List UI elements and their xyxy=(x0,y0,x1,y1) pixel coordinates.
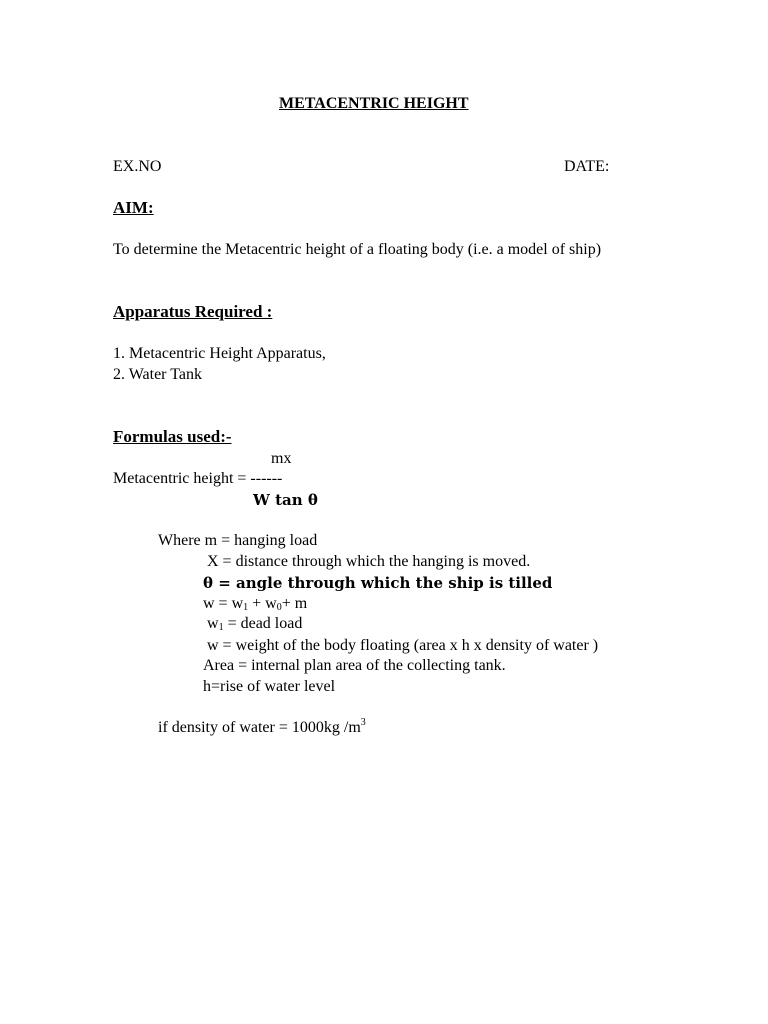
where-h: h=rise of water level xyxy=(203,678,336,695)
aim-text: To determine the Metacentric height of a floating body (i.e. a model of ship) xyxy=(113,241,602,258)
w1-part: w xyxy=(207,615,219,632)
formula-denominator: W tan θ xyxy=(253,491,318,509)
w-total-part: w = w xyxy=(203,595,244,612)
formula-lhs: Metacentric height = ------ xyxy=(113,470,283,487)
density-text: if density of water = 1000kg /m xyxy=(158,719,361,736)
where-theta: θ = angle through which the ship is tilled xyxy=(203,574,553,592)
w-total-part: + w xyxy=(248,595,277,612)
where-weight: w = weight of the body floating (area x h x density of water ) xyxy=(207,637,599,654)
subscript-1: 1 xyxy=(243,602,249,613)
apparatus-item-2: 2. Water Tank xyxy=(113,366,202,383)
exercise-number-label: EX.NO xyxy=(113,158,162,175)
page-title: METACENTRIC HEIGHT xyxy=(279,95,469,112)
where-m: Where m = hanging load xyxy=(158,532,318,549)
subscript-1: 1 xyxy=(218,622,224,633)
apparatus-item-1: 1. Metacentric Height Apparatus, xyxy=(113,345,326,362)
aim-heading: AIM: xyxy=(113,198,154,217)
where-w1 xyxy=(207,614,302,634)
density-statement xyxy=(158,718,366,738)
w1-part: = dead load xyxy=(223,615,303,632)
superscript-3: 3 xyxy=(360,717,366,728)
subscript-0: 0 xyxy=(276,602,282,613)
date-label: DATE: xyxy=(564,158,610,175)
apparatus-heading: Apparatus Required : xyxy=(113,302,273,321)
where-x: X = distance through which the hanging is moved. xyxy=(207,553,531,570)
where-w-total xyxy=(203,594,307,614)
formula-numerator: mx xyxy=(271,450,292,467)
where-area: Area = internal plan area of the collecting tank. xyxy=(203,657,506,674)
formulas-heading: Formulas used:- xyxy=(113,427,232,446)
w-total-part: + m xyxy=(281,595,308,612)
